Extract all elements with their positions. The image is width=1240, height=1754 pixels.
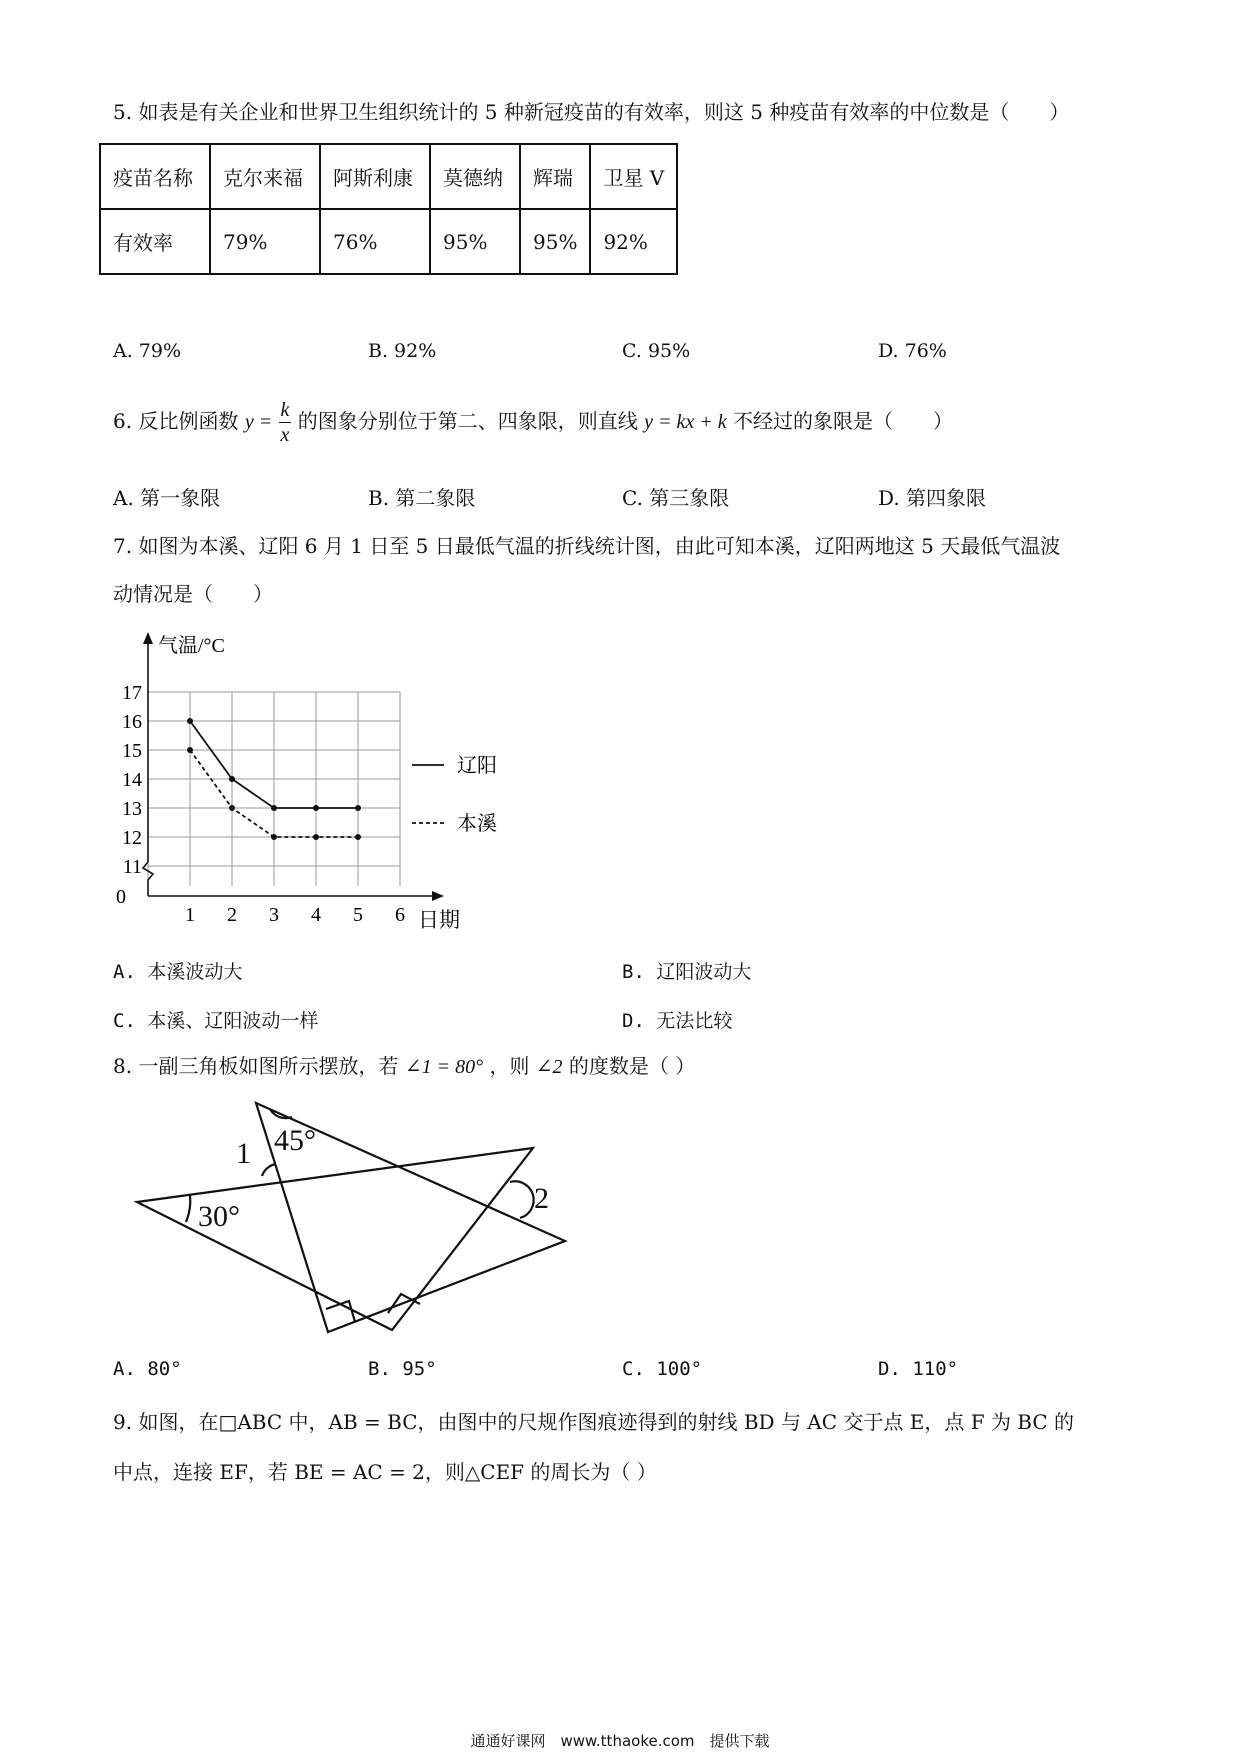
q6-frac-num: k [280,399,290,421]
y-tick-label: 12 [122,827,142,849]
table-cell: 莫德纳 [430,144,520,209]
q6-option-a[interactable]: A. 第一象限 [113,486,221,510]
vaccine-table [99,143,678,275]
q8-option-b[interactable]: B. 95° [368,1358,437,1380]
data-point [355,834,361,840]
q5-option-d[interactable]: D. 76% [878,340,947,362]
page-footer: 通通好课网 www.tthaoke.com 提供下载 [470,1732,770,1750]
label-30: 30° [198,1200,240,1233]
table-header-row [100,144,677,209]
table-row [100,209,677,274]
y-tick-label: 11 [122,856,142,878]
legend-label: 辽阳 [457,755,497,777]
q7-option-a[interactable]: A. 本溪波动大 [113,961,243,983]
angle-arc-30 [186,1195,190,1222]
q7-option-d[interactable]: D. 无法比较 [622,1010,733,1032]
x-tick-label: 1 [185,904,195,926]
table-cell: 辉瑞 [520,144,590,209]
q7-option-c[interactable]: C. 本溪、辽阳波动一样 [113,1010,319,1032]
q6-option-b[interactable]: B. 第二象限 [368,486,476,510]
question-5-text: 5. 如表是有关企业和世界卫生组织统计的 5 种新冠疫苗的有效率，则这 5 种疫苗有效率的中位数是（ ） [113,100,1070,124]
data-point [187,718,193,724]
question-6-text [113,398,953,447]
y-axis-arrow [143,632,153,644]
x-axis-arrow [432,891,444,901]
q8-option-c[interactable]: C. 100° [622,1358,703,1380]
table-cell: 有效率 [100,209,210,274]
x-tick-label: 5 [353,904,363,926]
q7-option-b[interactable]: B. 辽阳波动大 [622,961,752,983]
table-cell: 76% [320,209,430,274]
q5-option-c[interactable]: C. 95% [622,340,691,362]
q6-frac-den: x [280,424,290,446]
question-7-line1: 7. 如图为本溪、辽阳 6 月 1 日至 5 日最低气温的折线统计图，由此可知本溪，辽阳两地这 5 天最低气温波 [113,534,1061,558]
table-cell: 79% [210,209,320,274]
table-cell: 克尔来福 [210,144,320,209]
triangle-rulers-figure [0,1090,620,1350]
y-tick-label: 16 [122,711,142,733]
triangle-30-60-90 [137,1148,533,1330]
q6-middle: 的图象分别位于第二、四象限，则直线 [297,409,638,433]
q8-prefix: 8. 一副三角板如图所示摆放，若 [113,1054,399,1078]
q6-prefix: 6. 反比例函数 [113,409,239,433]
table-cell: 疫苗名称 [100,144,210,209]
label-45: 45° [274,1124,316,1157]
y-tick-label: 15 [122,740,142,762]
question-9-line2: 中点，连接 EF，若 BE = AC = 2，则△CEF 的周长为（ ） [113,1460,657,1484]
q8-angle1: ∠1 = 80° [404,1056,484,1078]
q8-option-d[interactable]: D. 110° [878,1358,959,1380]
question-8-text [113,1052,695,1081]
y-tick-label: 14 [122,769,142,791]
y-zero-label: 0 [116,886,126,908]
x-tick-label: 4 [311,904,321,926]
q8-angle2: ∠2 [535,1056,563,1078]
q6-option-d[interactable]: D. 第四象限 [878,486,987,510]
angle-arc-1 [262,1164,276,1176]
q6-y-eq: y = [244,411,273,433]
q6-option-c[interactable]: C. 第三象限 [622,486,730,510]
data-point [313,834,319,840]
x-tick-label: 3 [269,904,279,926]
q5-option-b[interactable]: B. 92% [368,340,437,362]
x-axis-label: 日期 [418,908,460,932]
data-point [355,805,361,811]
data-point [229,805,235,811]
question-9-line1: 9. 如图，在□ABC 中，AB = BC，由图中的尺规作图痕迹得到的射线 BD 与 AC 交于点 E，点 F 为 BC 的 [113,1410,1075,1434]
q8-middle: ，则 [489,1054,530,1078]
y-tick-label: 17 [122,682,142,704]
x-tick-label: 2 [227,904,237,926]
table-cell: 阿斯利康 [320,144,430,209]
angle-arc-2 [510,1181,534,1218]
y-tick-label: 13 [122,798,142,820]
table-cell: 95% [430,209,520,274]
right-angle-mark [326,1301,355,1322]
legend-label: 本溪 [457,813,497,835]
data-point [313,805,319,811]
table-cell: 卫星 V [590,144,677,209]
data-point [229,776,235,782]
q6-suffix: 不经过的象限是（ ） [733,409,954,433]
question-7-line2: 动情况是（ ） [113,582,273,606]
q8-suffix: 的度数是（ ） [568,1054,696,1078]
data-point [271,834,277,840]
x-tick-label: 6 [395,904,405,926]
q8-option-a[interactable]: A. 80° [113,1358,182,1380]
temperature-line-chart [100,630,540,940]
q6-fraction [279,398,292,447]
y-axis-label: 气温/°C [158,635,225,657]
q6-line-eq: y = kx + k [644,411,727,433]
data-point [187,747,193,753]
table-cell: 92% [590,209,677,274]
label-angle-1: 1 [236,1137,251,1170]
label-angle-2: 2 [534,1182,549,1215]
q5-option-a[interactable]: A. 79% [113,340,182,362]
table-cell: 95% [520,209,590,274]
data-point [271,805,277,811]
